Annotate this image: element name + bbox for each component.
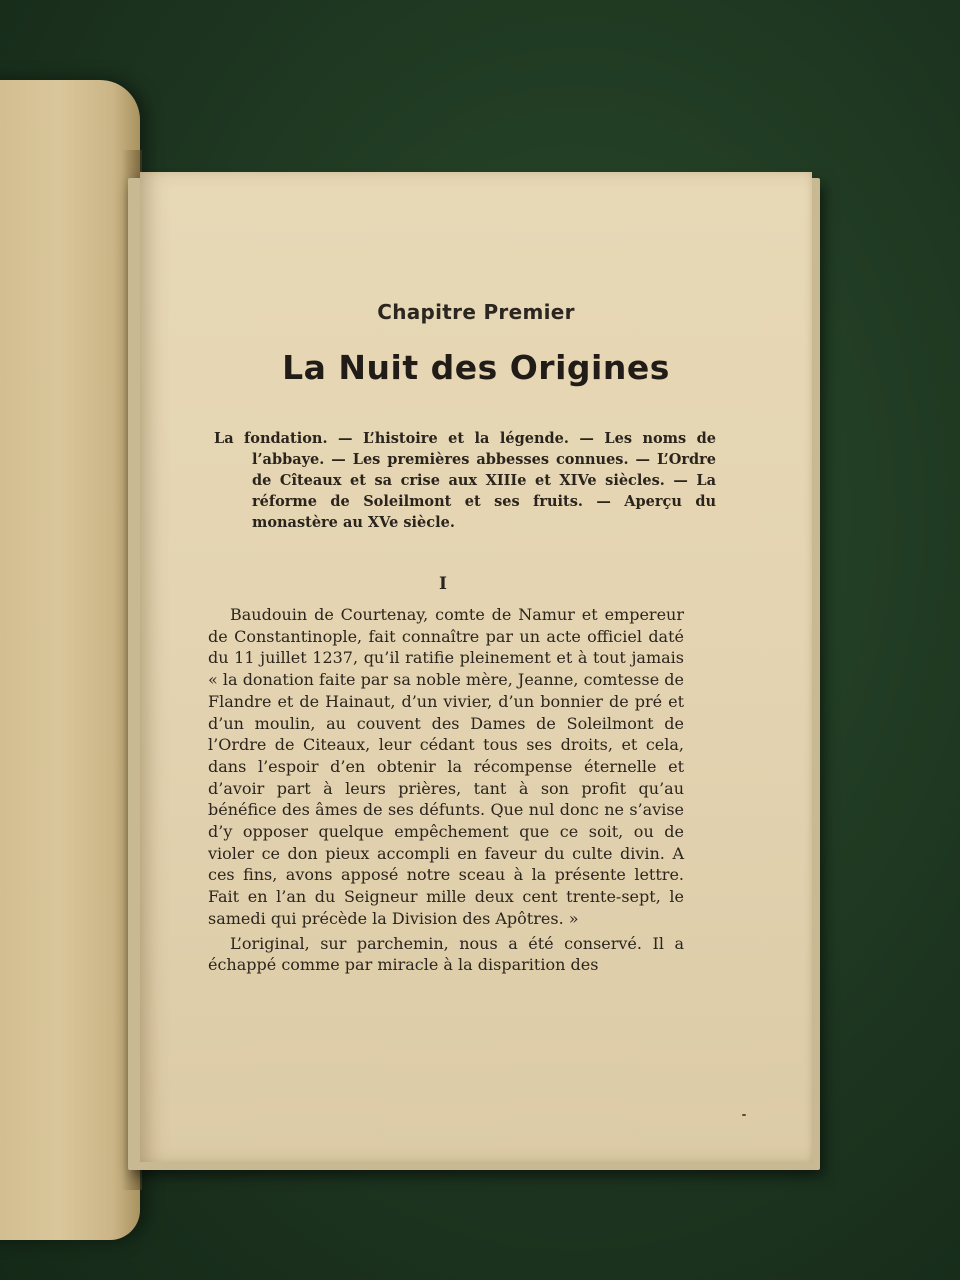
section-number: I bbox=[439, 574, 447, 594]
chapter-summary: La fondation. — L’histoire et la légende. — Les noms de l’abbaye. — Les premières abbesses connues. — L’Ordre de Cîteaux et sa crise aux XIIIe et XIVe siècles. — La réforme de Soleilmont et ses fruits. — Aperçu du monastère au XVe siècle. bbox=[214, 430, 716, 531]
paper-speck bbox=[742, 1114, 746, 1116]
paragraph: Baudouin de Courtenay, comte de Namur et empereur de Constantinople, fait connaître par un acte officiel daté du 11 juillet 1237, qu’il ratifie pleinement et à tout jamais « la donation faite par sa noble mère, Jeanne, comtesse de Flandre et de Hainaut, d’un vivier, d’un bonnier de pré et d’un moulin, au couvent des Dames de Soleilmont de l’Ordre de Citeaux, leur cédant tous ses droits, et cela, dans l’espoir d’en obtenir la récompense éternelle et d’avoir part à leurs prières, tant à son profit qu’au bénéfice des âmes de ses défunts. Que nul donc ne s’avise d’y opposer quelque empêchement que ce soit, ou de violer ce don pieux accompli en faveur du culte divin. A ces fins, avons apposé notre sceau à la présente lettre. Fait en l’an du Seigneur mille deux cent trente-sept, le samedi qui précède la Division des Apôtres. » bbox=[208, 605, 684, 928]
left-page bbox=[0, 80, 140, 1240]
paragraph: L’original, sur parchemin, nous a été conservé. Il a échappé comme par miracle à la disparition des bbox=[208, 933, 684, 975]
body-text bbox=[208, 604, 684, 976]
chapter-title: La Nuit des Origines bbox=[282, 348, 670, 387]
book-page bbox=[140, 172, 812, 1162]
chapter-label: Chapitre Premier bbox=[377, 300, 575, 324]
